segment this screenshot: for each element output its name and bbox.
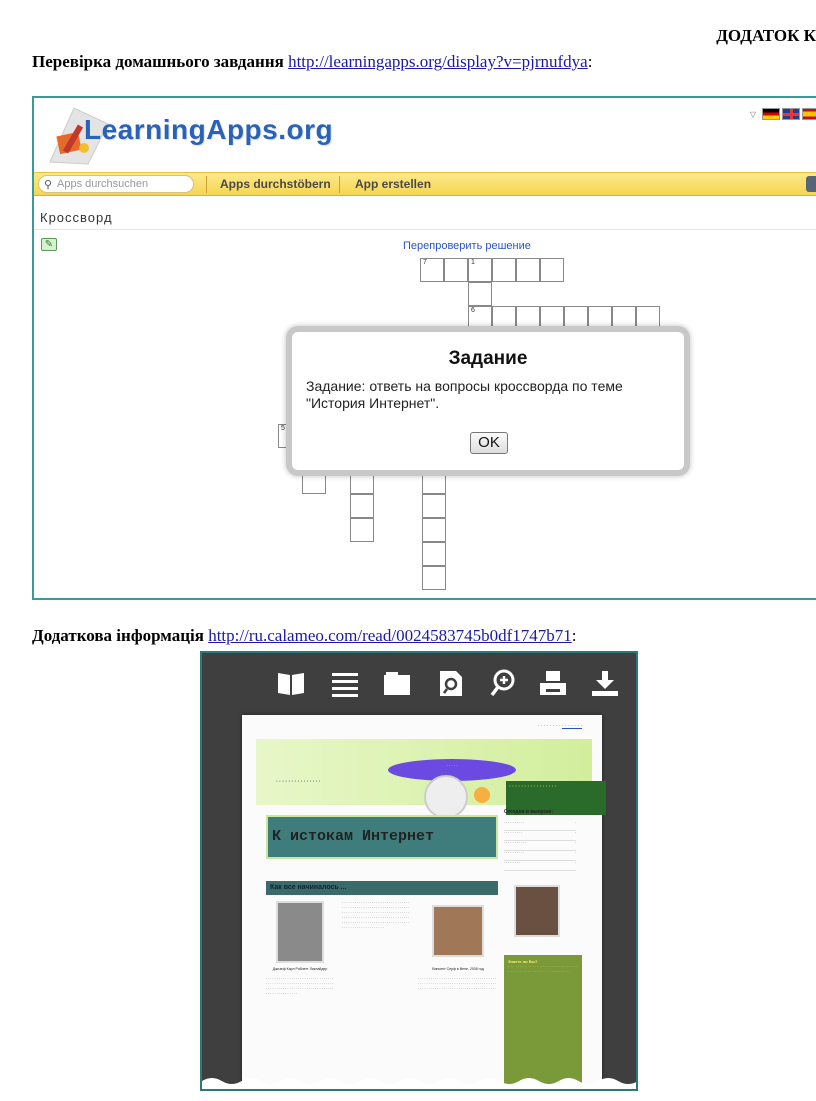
doc-section-title: Как все начиналось ... <box>266 881 498 895</box>
doc-side-item: · · · · · · · · · <box>504 861 576 871</box>
info-suffix: : <box>571 626 577 645</box>
user-menu-icon[interactable] <box>806 176 816 192</box>
print-icon[interactable] <box>538 669 568 697</box>
dialog-title: Задание <box>448 348 528 369</box>
check-icon[interactable]: ✎ <box>41 238 57 251</box>
crossword-cell[interactable] <box>468 258 492 282</box>
homework-link[interactable]: http://learningapps.org/display?v=pjrnufdya <box>288 52 588 71</box>
learningapps-logo-text: LearningApps.org <box>84 114 334 145</box>
doc-banner <box>256 739 592 805</box>
nav-create-link[interactable]: App erstellen <box>355 177 432 191</box>
crossword-cell[interactable] <box>540 258 564 282</box>
title-divider <box>34 229 816 230</box>
flag-es-icon[interactable] <box>802 108 816 120</box>
ok-button[interactable]: OK <box>470 432 508 454</box>
search-icon: ⚲ <box>44 179 53 191</box>
doc-photo-2 <box>432 905 484 957</box>
learningapps-screenshot <box>32 96 816 600</box>
download-icon[interactable] <box>590 669 620 697</box>
learningapps-nav <box>34 172 816 196</box>
language-flags <box>750 108 816 120</box>
doc-side-item: · · · · · · · · · · · <box>504 851 576 861</box>
zoom-icon[interactable] <box>488 669 518 697</box>
cell-number: 7 <box>423 259 427 266</box>
task-dialog <box>286 326 690 476</box>
torn-edge <box>202 1075 636 1089</box>
doc-side-item: · · · · · · · · · · <box>504 831 576 841</box>
doc-image-icon <box>424 775 468 819</box>
homework-line <box>32 52 592 72</box>
homework-suffix: : <box>587 52 593 71</box>
crossword-cell[interactable] <box>422 542 446 566</box>
nav-browse-link[interactable]: Apps durchstöbern <box>220 177 331 191</box>
flag-dropdown-icon[interactable]: ▽ <box>749 109 756 119</box>
doc-side-item: · · · · · · · · · · · · <box>504 841 576 851</box>
doc-text-col-2: · · · · · · · · · · · · · · · · · · · · · · · · · · · · · · · · · · · · · · · · · · · · · · · · · · · · · · · · · · · · · · · · · · · · · · · · · · · · · · · · · · · · · · · · · · · · · · · · · · · · · · · · · · · · · · · · · · · · · · · · · · · · · · · · · · · · · · · · · · · · · · · · · · · · · · · · · · · · · · · · · · · · · · · · · · · · · · · · · · · · <box>342 901 410 930</box>
cell-number: 5 <box>281 425 285 432</box>
info-link[interactable]: http://ru.calameo.com/read/0024583745b0df1747b71 <box>208 626 572 645</box>
info-line <box>32 626 576 646</box>
nav-divider <box>339 176 340 193</box>
doc-arrow-icon <box>474 787 490 803</box>
cell-number: 6 <box>471 307 475 314</box>
search-doc-icon[interactable] <box>436 669 466 697</box>
doc-text-col-1: · · · · · · · · · · · · · · · · · · · · · · · · · · · · · · · · · · · · · · · · · · · · · · · · · · · · · · · · · · · · · · · · · · · · · · · · · · · · · · · · · · · · · · · · · · · · · · · · · · · · · · · · · · · · · · · <box>266 977 334 996</box>
search-input[interactable] <box>38 175 194 193</box>
pages-icon[interactable] <box>382 669 412 697</box>
doc-main-title <box>266 815 498 859</box>
homework-label: Перевірка домашнього завдання <box>32 52 284 71</box>
crossword-cell[interactable] <box>492 258 516 282</box>
doc-main-title-text: К истокам Интернет <box>272 828 435 845</box>
list-icon[interactable] <box>330 669 360 697</box>
doc-know-title: Знаете ли Вы? <box>508 959 538 964</box>
crossword-cell[interactable] <box>350 494 374 518</box>
crossword-cell[interactable] <box>468 282 492 306</box>
crossword-cell[interactable] <box>444 258 468 282</box>
doc-text-col-3: · · · · · · · · · · · · · · · · · · · · · · · · · · · · · · · · · · · · · · · · · · · · · · · · · · · · · · · · · · · · · · · · · · · · · · · · · · · · · · · · · · · · · · · · · · · · · · · · · · · · · · · · · · · · · · · <box>418 977 497 991</box>
doc-side-title: Сегодня в выпуске: <box>504 809 554 815</box>
crossword-cell[interactable] <box>422 494 446 518</box>
nav-divider <box>206 176 207 193</box>
doc-header-line: · · · · · · · · · · · · · · · <box>537 723 582 729</box>
crossword-cell[interactable] <box>422 566 446 590</box>
doc-side-item: · · · · · · · · · · · <box>504 821 576 831</box>
doc-photo2-caption: Винсент Серф в Вене, 2008 год <box>432 967 484 971</box>
document-page <box>242 715 602 1091</box>
doc-side-list <box>504 821 576 871</box>
doc-know-box: Знаете ли Вы? · · · · · · · · · · · · · · · · · · · · · · · · · · · · · · · · · · · · · · · · · · · · · · · · · · · · · · · <box>504 955 582 1091</box>
search-placeholder: Apps durchsuchen <box>57 178 149 190</box>
crossword-cell[interactable] <box>516 258 540 282</box>
doc-photo-1 <box>276 901 324 963</box>
calameo-toolbar <box>202 659 636 699</box>
doc-photo-right <box>514 885 560 937</box>
cell-number: 1 <box>471 259 475 266</box>
book-icon[interactable] <box>276 669 306 697</box>
doc-ellipse: · · · · · <box>388 759 516 781</box>
flag-de-icon[interactable] <box>762 108 780 120</box>
crossword-cell[interactable] <box>350 518 374 542</box>
page-title: Кроссворд <box>40 210 113 225</box>
calameo-screenshot <box>200 651 638 1091</box>
recheck-link[interactable]: Перепроверить решение <box>403 240 531 252</box>
crossword-cell[interactable] <box>420 258 444 282</box>
doc-quote-left: · · · · · · · · · · · · · · · <box>276 779 321 785</box>
appendix-label: ДОДАТОК К <box>716 26 816 45</box>
doc-photo1-caption: Джозеф Карл Робнетт Ликлайдер <box>272 967 328 971</box>
info-label: Додаткова інформація <box>32 626 204 645</box>
flag-uk-icon[interactable] <box>782 108 800 120</box>
crossword-cell[interactable] <box>422 518 446 542</box>
dialog-text: Задание: ответь на вопросы кроссворда по теме "История Интернет". <box>306 378 623 411</box>
doc-quote-right: · · · · · · · · · · · · · · · · <box>506 781 606 815</box>
